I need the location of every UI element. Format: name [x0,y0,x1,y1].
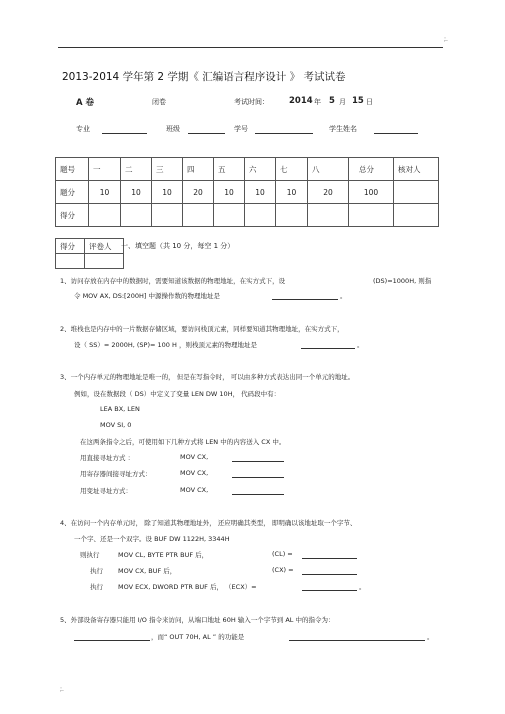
q1-line1: 1、访问存放在内存中的数据时，需要知道该数据的物理地址，在实方式下，设 [60,277,286,285]
month-char: 月 [339,98,346,106]
score-input-cell[interactable] [89,204,121,227]
q2-line1: 2、堆栈也是内存中的一片数据存储区域，要访问栈顶元素，同样要知道其物理地址，在实方式下， [60,325,344,333]
corner-mark-bottom: ;. [60,686,64,693]
q5-blank-1[interactable] [74,640,150,641]
points-cell: 100 [349,181,394,204]
exam-mode: 闭卷 [152,98,166,106]
q4-line1: 4、在访问一个内存单元时， 除了知道其物理地址外， 还应明确其类型， 即明确以该地址取一个字节、 [60,519,357,527]
corner-mark-top: ;. [444,36,448,43]
points-cell: 10 [214,181,245,204]
section-title: 一、填空题（共 10 分，每空 1 分） [121,242,235,250]
points-cell: 20 [308,181,349,204]
header-rule [58,47,443,48]
class-label: 班级 [166,125,180,133]
points-cell: 10 [152,181,183,204]
score-table-score-row [56,204,439,227]
student-id-label: 学号 [234,125,248,133]
q4-r1-code: MOV CL, BYTE PTR BUF 后， [118,551,209,559]
score-input-cell[interactable] [276,204,308,227]
student-id-field[interactable] [255,133,313,134]
score-table-header-row [56,158,439,181]
header-cell: 七 [276,158,308,181]
header-cell: 六 [245,158,276,181]
score-input-cell[interactable] [308,204,349,227]
major-label: 专业 [76,125,90,133]
exam-time-label: 考试时间： [234,98,269,106]
points-cell: 10 [121,181,152,204]
q4-r2-code: MOV CX, BUF 后， [118,567,177,575]
q3-m3-label: 用变址寻址方式： [80,487,132,495]
header-cell: 核对人 [394,158,439,181]
score-input-cell[interactable] [349,204,394,227]
student-name-field[interactable] [374,133,418,134]
q3-m1-blank[interactable] [232,461,284,462]
header-cell: 四 [183,158,214,181]
q3-m1-code: MOV CX, [180,453,209,461]
q5-end: 。 [427,633,434,641]
q3-m2-code: MOV CX, [180,469,209,477]
points-cell: 10 [89,181,121,204]
q3-line2: 例如，设在数据段（ DS）中定义了变量 LEN DW 10H， 代码段中有： [74,390,281,398]
q3-m3-code: MOV CX, [180,486,209,494]
score-table-points-row [56,181,439,204]
header-cell: 五 [214,158,245,181]
q3-code2: MOV SI, 0 [100,421,132,429]
q5-line2: ，而“ OUT 70H, AL ” 的功能是 [151,633,245,641]
major-field[interactable] [102,133,147,134]
q3-m2-label: 用寄存器间接寻址方式： [80,470,152,478]
q2-end: 。 [357,341,364,349]
header-cell: 一 [89,158,121,181]
score-input-cell[interactable] [214,204,245,227]
q4-end: 。 [359,583,366,591]
score-input-cell[interactable] [245,204,276,227]
q3-m2-blank[interactable] [232,477,284,478]
paper-type: A 卷 [76,98,95,108]
score-input-cell[interactable] [152,204,183,227]
score-label-cell: 得分 [56,204,89,227]
q4-r1-blank[interactable] [302,558,357,559]
year-char: 年 [314,98,321,106]
q4-r3-prefix: 执行 [90,583,103,591]
grader-name-cell[interactable] [85,254,124,269]
exam-year: 2014 [289,96,313,106]
q1-end: 。 [340,292,347,300]
q4-line2: 一个字、还是一个双字。设 BUF DW 1122H, 3344H [74,535,230,543]
student-name-label: 学生姓名 [329,125,357,133]
score-input-cell[interactable] [394,204,439,227]
points-cell [394,181,439,204]
q4-r2-prefix: 执行 [90,567,103,575]
exam-day: 15 [352,96,364,106]
points-cell: 10 [245,181,276,204]
exam-month: 5 [329,96,335,106]
q2-blank[interactable] [301,348,355,349]
header-cell: 题号 [56,158,89,181]
score-input-cell[interactable] [183,204,214,227]
exam-title: 2013-2014 学年第 2 学期《 汇编语言程序设计 》 考试试卷 [62,71,346,83]
header-cell: 三 [152,158,183,181]
q1-line1b: (DS)=1000H, 则指 [373,277,432,285]
day-char: 日 [366,98,373,106]
q1-line2: 令 MOV AX, DS:[200H] 中源操作数的物理地址是 [74,292,220,300]
points-cell: 20 [183,181,214,204]
q3-m1-label: 用直接寻址方式 ： [80,454,135,462]
q2-line2: 设（ SS）= 2000H, (SP)= 100 H ，则栈顶元素的物理地址是 [74,341,257,349]
score-input-cell[interactable] [121,204,152,227]
header-cell: 总分 [349,158,394,181]
q4-r2-blank[interactable] [302,574,357,575]
q4-r3-blank[interactable] [302,590,357,591]
q3-m3-blank[interactable] [232,494,284,495]
points-cell: 10 [276,181,308,204]
score-table [55,157,439,227]
grader-label: 评卷人 [85,239,124,254]
q5-line1: 5、外部设备寄存器只能用 I/O 指令来访问，从端口地址 60H 输入一个字节到 AL 中的指令为： [60,616,335,624]
points-label-cell: 题分 [56,181,89,204]
grader-table [55,238,124,269]
q1-blank[interactable] [272,299,338,300]
q5-blank-2[interactable] [289,640,425,641]
q4-r1-reg: (CL) = [272,550,293,558]
q4-r2-reg: (CX) = [272,566,294,574]
q3-line3: 在这两条指令之后，可使用如下几种方式将 LEN 中的内容送入 CX 中。 [80,438,286,446]
q4-r3-code: MOV ECX, DWORD PTR BUF 后， （ECX）= [118,583,257,591]
grader-score-cell[interactable] [56,254,85,269]
grader-score-label: 得分 [56,239,85,254]
header-cell: 二 [121,158,152,181]
class-field[interactable] [188,133,225,134]
q3-code1: LEA BX, LEN [100,405,140,413]
q3-line1: 3、一个内存单元的物理地址是唯一的， 但是在写指令时， 可以由多种方式表达出同一个单元的地址。 [60,373,355,381]
q4-r1-prefix: 则执行 [80,551,100,559]
header-cell: 八 [308,158,349,181]
